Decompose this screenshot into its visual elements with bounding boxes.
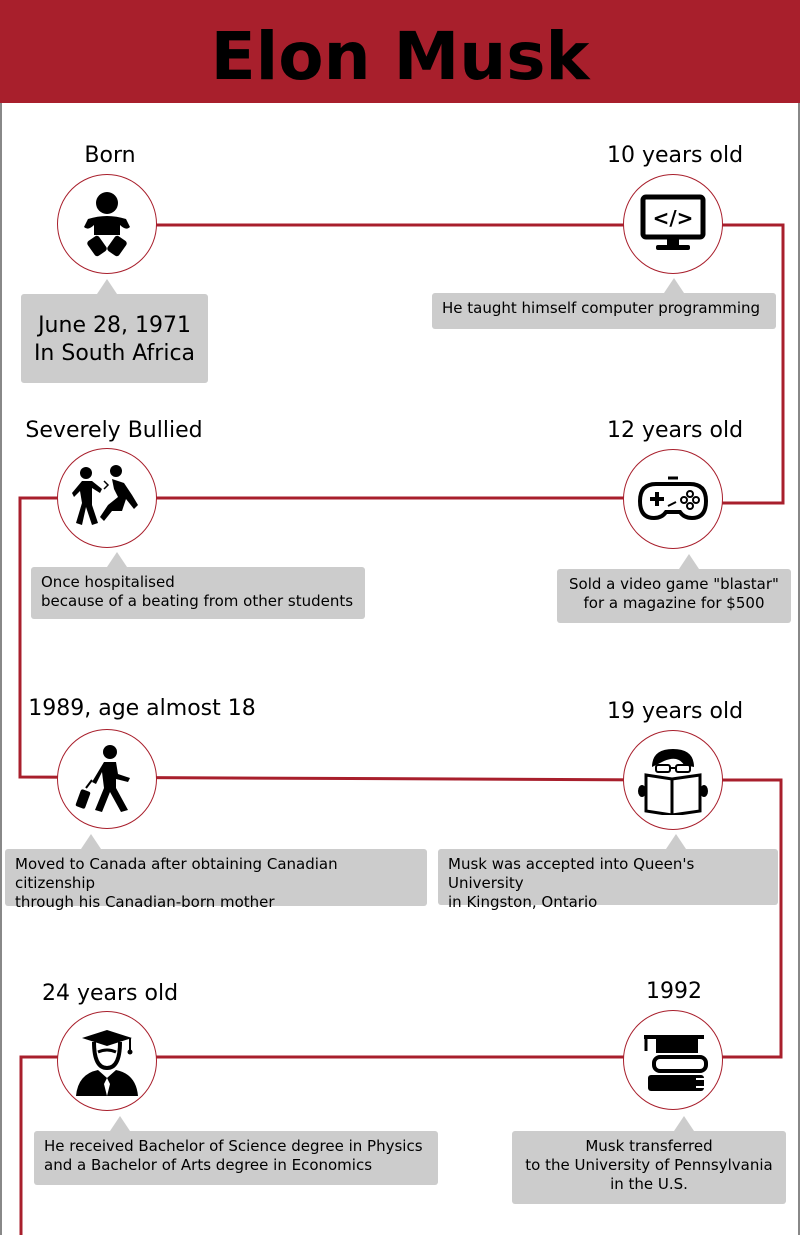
event-1989-label: 1989, age almost 18 — [28, 696, 256, 721]
event-1992-circle — [623, 1010, 723, 1110]
bullying-icon — [72, 463, 142, 533]
event-12-years-circle — [623, 449, 723, 549]
computer-code-icon — [638, 189, 708, 259]
event-1992-label: 1992 — [646, 979, 702, 1004]
event-19-years-label: 19 years old — [606, 699, 744, 724]
event-24-years-circle — [57, 1011, 157, 1111]
graduate-icon — [72, 1026, 142, 1096]
event-10-years-circle — [623, 174, 723, 274]
event-1989-circle — [57, 729, 157, 829]
event-12-years-note: Sold a video game "blastar" for a magazine for $500 — [557, 569, 791, 623]
student-reading-icon — [638, 745, 708, 815]
event-12-years-label: 12 years old — [606, 418, 744, 443]
event-born-note: June 28, 1971 In South Africa — [21, 294, 208, 383]
event-10-years-note: He taught himself computer programming — [432, 293, 776, 329]
svg-text:</>: </> — [652, 206, 694, 230]
traveler-icon — [72, 744, 142, 814]
event-10-years-label: 10 years old — [606, 143, 744, 168]
baby-icon — [72, 189, 142, 259]
event-19-years-circle — [623, 730, 723, 830]
event-24-years-note: He received Bachelor of Science degree in Physics and a Bachelor of Arts degree in Economics — [34, 1131, 438, 1185]
event-born-circle — [57, 174, 157, 274]
event-19-years-note: Musk was accepted into Queen's University in Kingston, Ontario — [438, 849, 778, 905]
gamepad-icon — [638, 464, 708, 534]
event-bullied-note: Once hospitalised because of a beating from other students — [31, 567, 365, 619]
event-bullied-circle — [57, 448, 157, 548]
event-1989-note: Moved to Canada after obtaining Canadian citizenship through his Canadian-born mother — [5, 849, 427, 906]
event-bullied-label: Severely Bullied — [25, 418, 203, 443]
page-title: Elon Musk — [210, 18, 590, 95]
event-born-label: Born — [84, 143, 136, 168]
event-1992-note: Musk transferred to the University of Pennsylvania in the U.S. — [512, 1131, 786, 1204]
event-24-years-label: 24 years old — [41, 981, 179, 1006]
books-icon — [638, 1025, 708, 1095]
